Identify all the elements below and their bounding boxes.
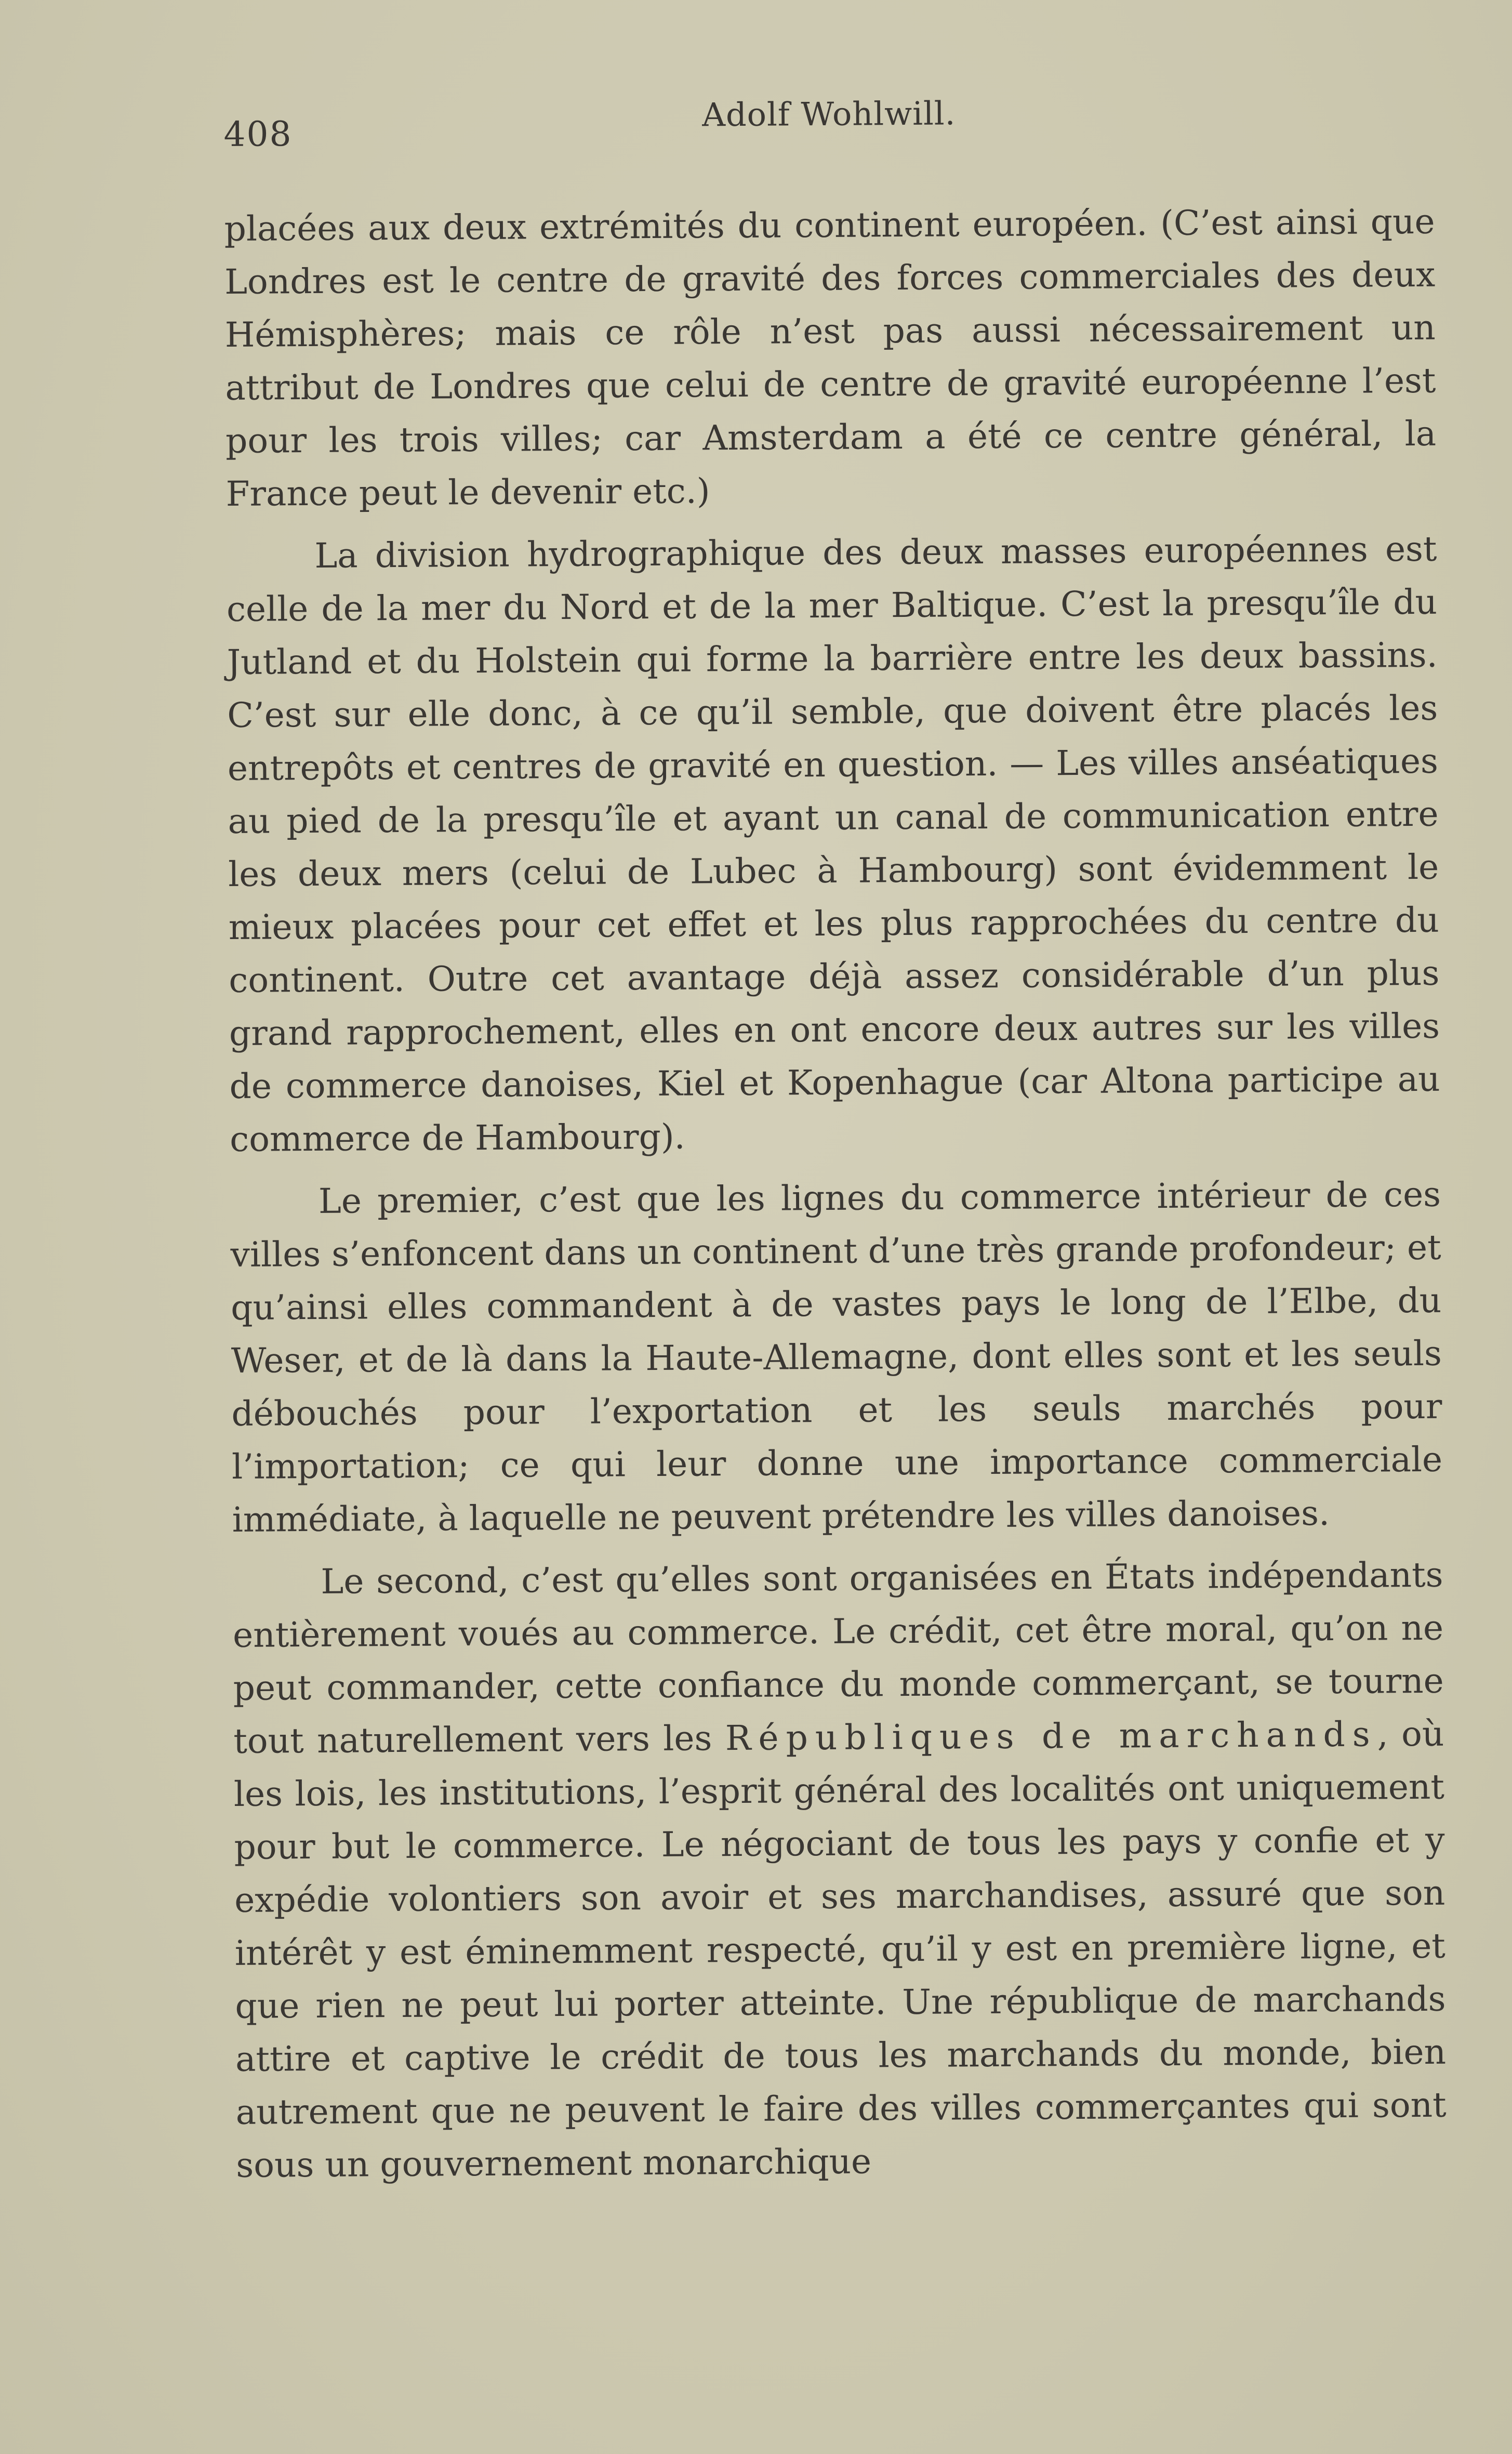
paragraph-1: placées aux deux extrémités du continent européen. (C’est ainsi que Londres est le centre de gravité des forces commerciales des deux Hémisphères; mais ce rôle n’est pas aussi nécessairement un attribut de Londres que celui de centre de gravité européenne l’est pour les trois villes; car Amsterdam a été ce centre général, la France peut le devenir etc.) xyxy=(224,201,1437,514)
paragraph-4-text-before: Le second, c’est qu’elles sont organisées en États indépendants entièrement voués au commerce. Le crédit, cet être moral, qu’on ne peut commander, cette confiance du monde commerçant, se tourne tout naturellement vers les xyxy=(232,1554,1444,1761)
running-title: Adolf Wohlwill. xyxy=(701,94,956,134)
running-head xyxy=(223,86,1435,166)
emphasized-phrase: Républiques de marchands xyxy=(725,1714,1377,1759)
paragraph-2: La division hydrographique des deux masses européennes est celle de la mer du Nord et de la mer Baltique. C’est la presqu’île du Jutland et du Holstein qui forme la barrière entre les deux bassins. C’est sur elle donc, à ce qu’il semble, que doivent être placés les entrepôts et centres de gravité en question. — Les villes anséatiques au pied de la presqu’île et ayant un canal de communication entre les deux mers (celui de Lubec à Hambourg) sont évidemment le mieux placées pour cet effet et les plus rapprochées du centre du continent. Outre cet avantage déjà assez considérable d’un plus grand rapprochement, elles en ont encore deux autres sur les villes de commerce danoises, Kiel et Kopenhague (car Altona participe au commerce de Hambourg). xyxy=(226,529,1440,1159)
paragraph-4 xyxy=(232,1549,1447,2192)
body-text xyxy=(224,195,1447,2192)
page-number: 408 xyxy=(223,114,293,154)
paragraph-4-text-after: , où les lois, les institutions, l’esprit général des localités ont uniquement pour but le commerce. Le négociant de tous les pays y confie et y expédie volontiers son avoir et ses marchandises, assuré que son intérêt y est éminemment respecté, qu’il y est en première ligne, et que rien ne peut lui porter atteinte. Une république de marchands attire et captive le crédit de tous les marchands du monde, bien autrement que ne peuvent le faire des villes commerçantes qui sont sous un gouvernement monarchique xyxy=(233,1713,1447,2185)
book-page xyxy=(223,86,1447,2201)
paragraph-3: Le premier, c’est que les lignes du commerce intérieur de ces villes s’enfoncent dans un continent d’une très grande profondeur; et qu’ainsi elles commandent à de vastes pays le long de l’Elbe, du Weser, et de là dans la Haute-Allemagne, dont elles sont et les seuls débouchés pour l’exportation et les seuls marchés pour l’importation; ce qui leur donne une importance commerciale immédiate, à laquelle ne peuvent prétendre les villes danoises. xyxy=(230,1174,1443,1540)
